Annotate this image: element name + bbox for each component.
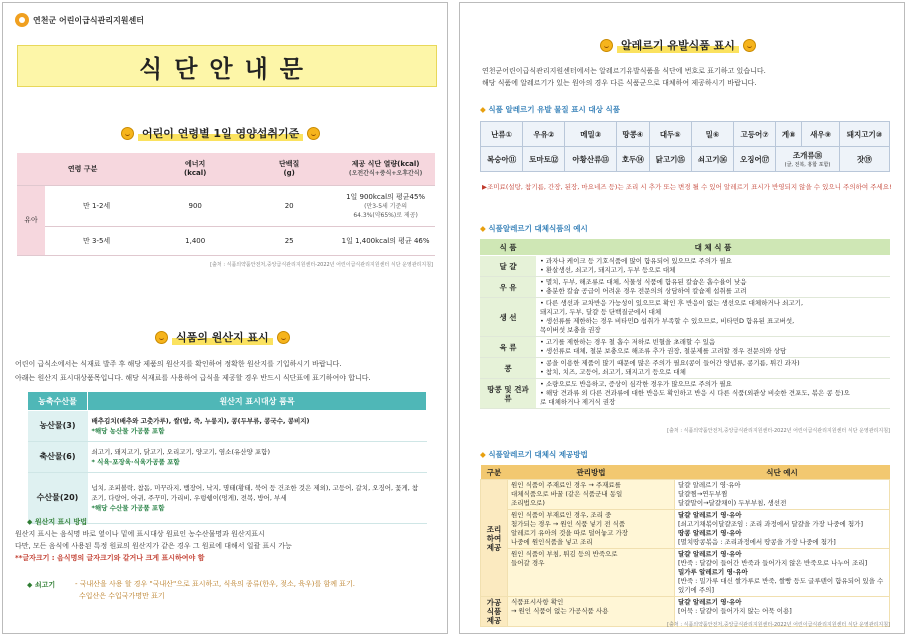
table-row	[28, 411, 427, 442]
origin-intro-2: 아래는 원산지 표시대상품목입니다. 해당 식재료를 사용하여 급식을 제공할 경우 반드시 식단표에 표기하여야 합니다.	[15, 374, 371, 382]
items-note: *해당 수산물 가공품 포함	[91, 504, 165, 512]
supply-source: [출처 : 식품의약품안전처,중앙급식관리지원센터-2022년 어린이급식관리지원센터 식단 운영관리지침]	[667, 622, 890, 628]
nutrition-heading	[121, 125, 320, 141]
items-text: 배추김치(배추와 고춧가루), 쌀(밥, 죽, 누룽지), 콩(두부류, 콩국수, 콩비지)	[91, 417, 310, 425]
table-header: 식 품	[480, 239, 536, 256]
allergen-list-heading-text: 식품 알레르기 유발 물질 표시 대상 식품	[488, 105, 620, 114]
origin-method-1: 원산지 표시는 음식명 바로 옆이나 밑에 표시대상 원료인 농수산물명과 원산지표시	[15, 530, 265, 538]
nutrition-source: [출처 : 식품의약품안전처,중앙급식관리지원센터-2022년 어린이급식관리지원센터 식단 운영관리지침]	[210, 262, 433, 268]
origin-method-3: **글자크기 : 음식명의 글자크기와 같거나 크게 표시하여야 함	[15, 554, 205, 562]
example-line: 달걀말이→달걀채이) 두부부침, 생선전	[678, 499, 787, 507]
alt-cell	[536, 337, 890, 358]
energy-cell: 900	[148, 186, 242, 227]
example-cell	[675, 480, 890, 510]
page-left	[2, 2, 448, 634]
table-row	[28, 442, 427, 473]
allergen-cell: 아황산류⑬	[565, 147, 617, 172]
allergy-heading	[600, 37, 756, 53]
allergen-cell: 오징어⑰	[734, 147, 776, 172]
items-text: 쇠고기, 돼지고기, 닭고기, 오리고기, 양고기, 염소(유산양 포함)	[91, 448, 270, 456]
allergy-intro	[482, 65, 892, 89]
allergen-cell: 쇠고기⑯	[691, 147, 733, 172]
table-row	[480, 256, 890, 277]
method-line: 조리법으로)	[511, 499, 545, 507]
diamond-icon: ◆	[480, 224, 489, 233]
items-cell	[88, 411, 427, 442]
protein-cell: 25	[242, 227, 336, 256]
alt-cell	[536, 256, 890, 277]
items-cell	[88, 442, 427, 473]
main-title-banner	[17, 45, 437, 87]
provided-text: 1일 900kcal의 평균45%	[346, 192, 426, 201]
table-row	[17, 186, 435, 227]
provided-cell	[336, 186, 435, 227]
age-group: 유아	[17, 186, 45, 256]
example-line: 있기에 주의]	[678, 586, 714, 594]
logo-icon	[15, 13, 29, 27]
allergy-intro-1: 연천군어린이급식관리지원센터에서는 알레르기유발식품을 식단에 번호로 표기하고 있습니다.	[482, 67, 766, 75]
smile-icon	[307, 127, 320, 140]
method-line: 나중에 원인식품을 넣고 조리	[511, 538, 593, 546]
table-row	[480, 358, 890, 379]
table-row	[480, 277, 890, 298]
food-cell: 땅콩 및 견과류	[480, 379, 536, 409]
diamond-icon: ◆	[480, 105, 489, 114]
header-sub: (오전간식+중식+오후간식)	[348, 170, 423, 177]
table-row	[481, 122, 890, 147]
origin-table	[27, 391, 427, 524]
alt-line: • 해당 견과류 외 다른 견과류에 대한 반응도 확인하고 반응 시 다른 식품(외관상 비슷한 견포도, 볶은 콩 등)으	[540, 389, 850, 397]
category-cell: 수산물(20)	[28, 473, 88, 524]
alt-line: • 콩을 이용한 제품이 많기 때문에 많은 주의가 필요(콩이 들어간 양념류, 콩기름, 튀긴 과자)	[540, 359, 800, 367]
alt-line: • 다른 생선과 교차반응 가능성이 있으므로 확인 후 반응이 없는 생선으로 대체하거나 쇠고기,	[540, 299, 804, 307]
supply-category: 조리하여 제공	[481, 480, 508, 597]
supply-heading	[480, 449, 588, 460]
smile-icon	[277, 331, 290, 344]
logo-text: 연천군 어린이급식관리지원센터	[33, 15, 144, 25]
example-line: 달걀 알레르기 영·유아	[678, 598, 742, 606]
supply-method-table	[480, 465, 890, 627]
method-cell	[508, 549, 675, 597]
example-line: 달걀 알레르기 영·유아	[678, 481, 741, 489]
beef-title: ◆ 쇠고기	[27, 581, 56, 589]
items-text: 넙치, 조피볼락, 참돔, 미꾸라지, 뱀장어, 낙지, 명태(황태, 북어 등 건조한 것은 제외), 고등어, 갈치, 오징어, 꽃게, 참조기, 다랑어, 아귀, 주꾸미, 가리비, 우렁쉥이(멍게), 전복, 방어, 부세	[91, 484, 419, 502]
allergen-cell: 땅콩④	[616, 122, 649, 147]
example-line: 달걀 알레르기 영·유아	[678, 511, 742, 519]
allergen-cell: 닭고기⑮	[649, 147, 691, 172]
category-cell: 농산물(3)	[28, 411, 88, 442]
nutrition-table	[17, 153, 435, 256]
allergen-cell-shellfish	[776, 147, 840, 172]
alt-cell	[536, 358, 890, 379]
example-line: 달걀찜→연두부찜	[678, 490, 728, 498]
provided-cell: 1일 1,400kcal의 평균 46%	[336, 227, 435, 256]
allergen-cell: 게⑧	[776, 122, 802, 147]
protein-cell: 20	[242, 186, 336, 227]
origin-intro-1: 어린이 급식소에서는 식재료 발주 후 해당 제품의 원산지를 확인하여 정확한 원산지를 기입하시기 바랍니다.	[15, 360, 342, 368]
table-header	[336, 153, 435, 186]
alt-cell	[536, 379, 890, 409]
table-row	[28, 473, 427, 524]
shellfish-label: 조개류⑱	[792, 151, 823, 160]
method-line: 알레르기 유아의 것을 따로 덜어놓고 가장	[511, 529, 629, 537]
table-row	[481, 480, 890, 510]
method-line: 원인 식품이 주재료인 경우 → 주재료를	[511, 481, 621, 489]
diamond-icon: ◆	[480, 450, 489, 459]
method-line: 원인 식품이 부침, 튀김 등의 반죽으로	[511, 550, 618, 558]
supply-heading-text: 식품알레르기 대체식 제공방법	[488, 450, 588, 459]
allergen-note: ▶조미료(설탕, 참기름, 간장, 된장, 마요네즈 등)는 조리 시 추가 또는 변경 될 수 있어 알레르기 표시가 반영되지 않을 수 있으니 주의하여 주세요!	[482, 183, 892, 191]
table-header: 단백질 (g)	[242, 153, 336, 186]
table-header: 대 체 식 품	[536, 239, 890, 256]
alt-cell	[536, 298, 890, 337]
alt-source: [출처 : 식품의약품안전처,중앙급식관리지원센터-2022년 어린이급식관리지원센터 식단 운영관리지침]	[667, 428, 890, 434]
allergen-cell: 메밀③	[565, 122, 617, 147]
example-line: [멸치땅콩볶음 : 조리과정에서 땅콩을 가장 나중에 첨가]	[678, 538, 836, 546]
category-cell: 축산물(6)	[28, 442, 88, 473]
items-cell	[88, 473, 427, 524]
table-header: 에너지 (kcal)	[148, 153, 242, 186]
food-cell: 육 류	[480, 337, 536, 358]
table-header: 관리방법	[508, 465, 675, 480]
page-right	[459, 2, 905, 634]
food-cell: 생 선	[480, 298, 536, 337]
example-line: [반죽 : 밀가루 대신 쌀가루로 반죽, 쌀빵 등도 글루텐이 함유되어 있을 수	[678, 577, 884, 585]
method-cell	[508, 480, 675, 510]
alt-line: • 멸치, 두부, 해조류로 대체, 식물성 식품에 함유된 칼슘은 흡수율이 낮음	[540, 278, 747, 286]
smile-icon	[600, 39, 613, 52]
example-cell	[675, 510, 890, 549]
header-label: 제공 식단 열량(kcal)	[351, 160, 420, 168]
smile-icon	[155, 331, 168, 344]
table-row	[480, 298, 890, 337]
example-line: 땅콩 알레르기 영·유아	[678, 529, 742, 537]
origin-heading-text: 식품의 원산지 표시	[172, 329, 273, 345]
alt-line: • 충분한 칼슘 공급이 어려운 경우 전문의의 상담하여 칼슘제 섭취를 고려	[540, 287, 747, 295]
origin-method-title: ◆ 원산지 표시 방법	[27, 518, 88, 526]
table-header: 구분	[481, 465, 508, 480]
nutrition-heading-text: 어린이 연령별 1일 영양섭취기준	[138, 125, 303, 141]
main-title: 식단안내문	[139, 54, 315, 83]
method-line: 첨가되는 경우 → 원인 식품 넣기 전 식품	[511, 520, 626, 528]
shellfish-sub: (굴, 전복, 홍합 포함)	[784, 162, 831, 168]
table-row	[480, 337, 890, 358]
allergen-cell: 난류①	[481, 122, 523, 147]
allergen-list-heading	[480, 104, 620, 115]
allergen-cell: 우유②	[523, 122, 565, 147]
example-line: [어묵 : 달걀이 들어가지 않는 어묵 이용]	[678, 607, 792, 615]
method-line: 들어갈 경우	[511, 559, 545, 567]
method-cell	[508, 597, 675, 627]
method-line: 대체식품으로 바꿀 (같은 식품군내 동일	[511, 490, 623, 498]
allergen-cell: 돼지고기⑩	[839, 122, 889, 147]
center-logo	[15, 13, 144, 27]
alt-line: 로 대체하거나 제거식 권장	[540, 398, 616, 406]
alt-line: • 생선류로 대체, 철분 보충으로 해조류 추가 권장, 철분제를 고려할 경우 전문의와 상담	[540, 347, 787, 355]
allergy-heading-text: 알레르기 유발식품 표시	[617, 37, 739, 53]
allergen-cell: 대두⑤	[649, 122, 691, 147]
table-row	[480, 379, 890, 409]
alt-heading	[480, 223, 588, 234]
alt-line: • 과자나 케이크 등 기호식품에 많이 함유되어 있으므로 주의가 필요	[540, 257, 732, 265]
method-line: → 원인 식품이 없는 가공식품 사용	[511, 607, 609, 615]
allergen-cell: 호두⑭	[616, 147, 649, 172]
table-header: 식단 예시	[675, 465, 890, 480]
age-cell: 만 1-2세	[45, 186, 148, 227]
example-line: 밀가루 알레르기 영·유아	[678, 568, 748, 576]
provided-sub: (만3-5세 기준의 64.3%(약65%)로 제공)	[353, 202, 418, 219]
smile-icon	[743, 39, 756, 52]
example-cell	[675, 549, 890, 597]
food-cell: 우 유	[480, 277, 536, 298]
alt-line: • 고기를 제한하는 경우 철 흡수 저하로 빈혈을 초래할 수 있음	[540, 338, 716, 346]
allergy-intro-2: 해당 식품에 알레르기가 있는 원아의 경우 다른 식품군으로 대체하여 제공하시기 바랍니다.	[482, 79, 757, 87]
origin-heading	[155, 329, 290, 345]
alternative-food-table	[480, 239, 890, 409]
table-row	[481, 510, 890, 549]
example-line: 달걀 알레르기 영·유아	[678, 550, 742, 558]
alt-line: • 소량으로도 반응하고, 증상이 심각한 경우가 많으므로 주의가 필요	[540, 380, 732, 388]
alt-cell	[536, 277, 890, 298]
beef-note-2: 수입산은 수입국가명만 표기	[79, 592, 165, 600]
method-line: 원인 식품이 부재료인 경우, 조리 중	[511, 511, 612, 519]
allergen-cell: 토마토⑫	[523, 147, 565, 172]
example-line: [쇠고기채볶이달걀조임 : 조리 과정에서 달걀을 가장 나중에 첨가]	[678, 520, 863, 528]
food-cell: 달 걀	[480, 256, 536, 277]
energy-cell: 1,400	[148, 227, 242, 256]
alt-line: • 참치, 치즈, 고등어, 쇠고기, 돼지고기 등으로 대체	[540, 368, 686, 376]
alt-line: 목이버섯 보충을 권장	[540, 326, 601, 334]
table-row	[481, 549, 890, 597]
table-header: 연령 구분	[17, 153, 148, 186]
alt-line: • 환살생선, 쇠고기, 돼지고기, 두부 등으로 대체	[540, 266, 676, 274]
example-line: [반죽 : 달걀이 들어간 반죽과 들어가지 않은 반죽으로 나누어 조리]	[678, 559, 868, 567]
method-line: 식품표시사항 확인	[511, 598, 564, 606]
table-header: 원산지 표시대상 품목	[88, 392, 427, 411]
allergen-cell: 잣⑲	[839, 147, 889, 172]
items-note: * 식육·포장육·식육가공품 포함	[91, 458, 180, 466]
table-row	[481, 147, 890, 172]
food-cell: 콩	[480, 358, 536, 379]
alt-line: 돼지고기, 두부, 달걀 등 단백질군에서 대체	[540, 308, 662, 316]
alt-heading-text: 식품알레르기 대체식품의 예시	[488, 224, 588, 233]
origin-method-2: 다만, 모든 음식에 사용된 특정 원료의 원산지가 같은 경우 그 원료에 대해서 일괄 표시 가능	[15, 542, 292, 550]
allergen-table	[480, 121, 890, 172]
items-note: *해당 농산물 가공품 포함	[91, 427, 165, 435]
age-cell: 만 3-5세	[45, 227, 148, 256]
allergen-cell: 밀⑥	[691, 122, 733, 147]
table-row	[17, 227, 435, 256]
method-cell	[508, 510, 675, 549]
table-header: 농축수산물	[28, 392, 88, 411]
allergen-cell: 새우⑨	[802, 122, 840, 147]
smile-icon	[121, 127, 134, 140]
supply-category: 가공식품 제공	[481, 597, 508, 627]
beef-note-1: - 국내산을 사용 할 경우 "국내산"으로 표시하고, 식육의 종류(한우, 젖소, 육우)를 함께 표기.	[75, 580, 355, 588]
alt-line: • 생선류를 제한하는 경우 비타민D 섭취가 부족할 수 있으므로, 비타민D 함유된 표고버섯,	[540, 317, 795, 325]
allergen-cell: 복숭아⑪	[481, 147, 523, 172]
allergen-cell: 고등어⑦	[734, 122, 776, 147]
